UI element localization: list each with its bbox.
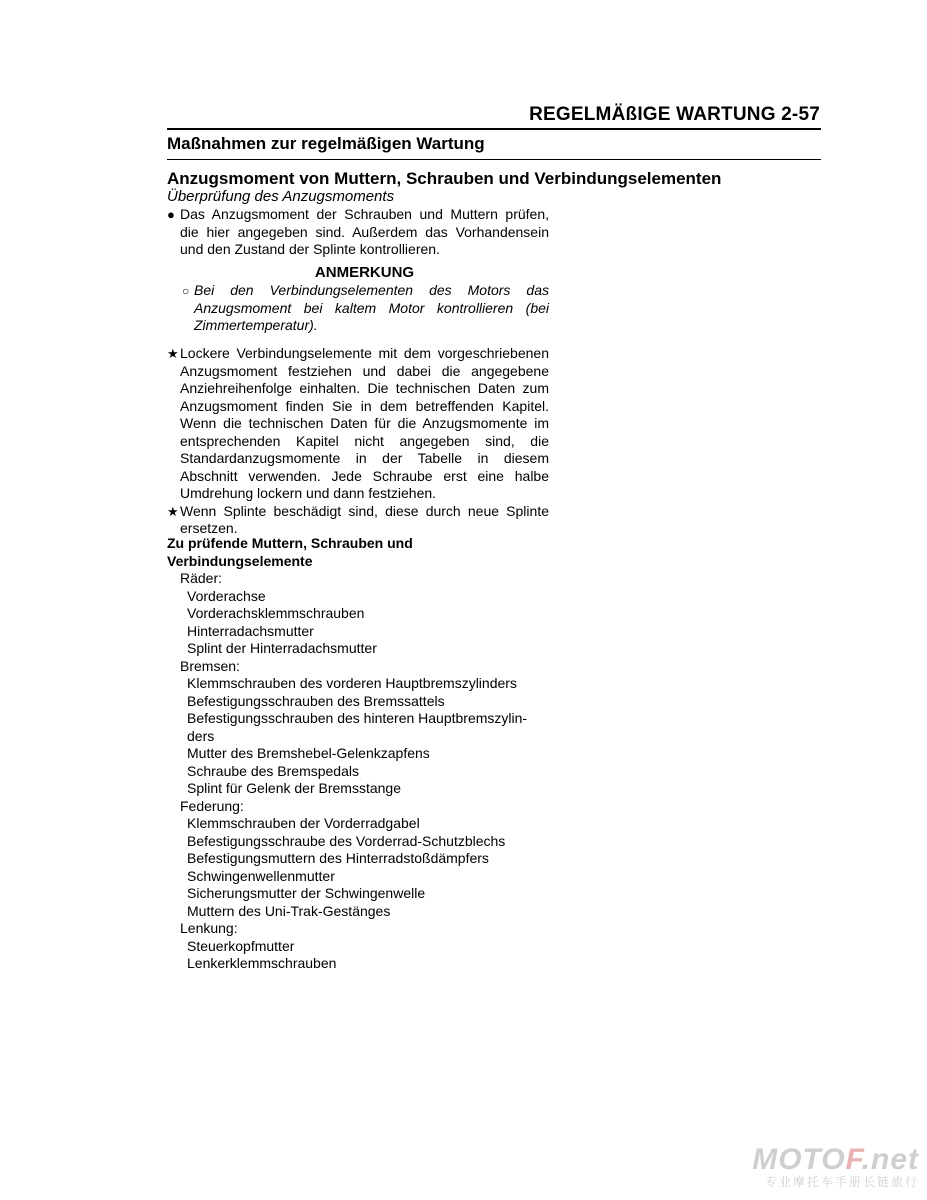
list-item: Sicherungsmutter der Schwingenwelle — [187, 885, 426, 901]
checklist-category: Räder: — [180, 570, 223, 586]
topic-subtitle: Überprüfung des Anzugsmoments — [167, 188, 395, 205]
section-rule — [167, 159, 821, 160]
intro-text: Das Anzugsmoment der Schrauben und Muttern prüfen, die hier angegeben sind. Außerdem das Vorhandensein und den Zustand der Splinte kontrollieren. — [180, 206, 549, 257]
list-item: Splint der Hinterradachsmutter — [187, 640, 377, 656]
step-text: Lockere Verbindungselemente mit dem vorgeschriebenen Anzugsmoment festziehen und dabei die angegebene Anziehreihenfolge einhalten. Die technischen Daten zum Anzugsmoment finden Sie in dem betreffenden Kapitel. Wenn die technischen Daten für die Anzugsmomente im entsprechenden Kapitel nicht angegeben sind, die Standardanzugsmomente in der Tabelle in diesem Abschnitt verwenden. Jede Schraube erst eine halbe Umdrehung lockern und dann festziehen. — [180, 345, 549, 501]
watermark-text: MOTO — [752, 1143, 846, 1176]
list-item: Klemmschrauben der Vorderradgabel — [187, 815, 420, 831]
list-item: Befestigungsschrauben des hinteren Hauptbremszylin- — [187, 710, 528, 726]
list-item: Befestigungsmuttern des Hinterradstoßdämpfers — [187, 850, 489, 866]
header-rule — [167, 128, 821, 130]
list-item: Befestigungsschraube des Vorderrad-Schutzblechs — [187, 832, 506, 849]
checklist-heading: Verbindungselemente — [167, 552, 313, 569]
note-text: Bei den Verbindungselementen des Motors das Anzugsmoment bei kaltem Motor kontrollieren (bei Zimmertemperatur). — [194, 282, 549, 333]
steps-list — [167, 345, 549, 538]
list-item: Hinterradachsmutter — [187, 622, 314, 639]
list-item: Splint für Gelenk der Bremsstange — [187, 780, 401, 796]
intro-paragraph — [167, 206, 549, 259]
section-title: Maßnahmen zur regelmäßigen Wartung — [167, 134, 485, 153]
checklist-category: Federung: — [180, 797, 244, 814]
circle-bullet-icon: ○ — [182, 284, 190, 298]
note-heading: ANMERKUNG — [314, 264, 415, 281]
watermark-tagline: 专业摩托车手册长链旅行 — [764, 1175, 919, 1189]
list-item: Lenkerklemmschrauben — [187, 955, 337, 971]
watermark-suffix: .net — [861, 1143, 919, 1176]
watermark-logo — [752, 1143, 919, 1190]
list-item: Mutter des Bremshebel-Gelenkzapfens — [187, 745, 430, 761]
list-item: Vorderachse — [187, 587, 266, 604]
step-item — [167, 503, 549, 538]
checklist — [167, 535, 527, 973]
checklist-heading: Zu prüfende Muttern, Schrauben und — [167, 535, 413, 551]
list-item: Schraube des Bremspedals — [187, 762, 359, 779]
checklist-category: Bremsen: — [180, 657, 240, 674]
list-item: Klemmschrauben des vorderen Hauptbremszylinders — [187, 675, 517, 691]
bullet-icon: ● — [167, 207, 175, 222]
list-item: Schwingenwellenmutter — [187, 867, 335, 884]
page-title: REGELMÄßIGE WARTUNG 2-57 — [529, 104, 820, 125]
star-icon: ★ — [167, 346, 179, 361]
topic-title: Anzugsmoment von Muttern, Schrauben und Verbindungselementen — [167, 169, 722, 188]
step-text: Wenn Splinte beschädigt sind, diese durch neue Splinte ersetzen. — [180, 502, 549, 536]
watermark-accent: F — [845, 1143, 862, 1176]
checklist-category: Lenkung: — [180, 920, 238, 936]
list-item: ders — [187, 727, 215, 744]
note-box — [182, 282, 549, 335]
list-item: Muttern des Uni-Trak-Gestänges — [187, 902, 391, 919]
step-item — [167, 345, 549, 503]
list-item: Vorderachsklemmschrauben — [187, 605, 365, 621]
list-item: Befestigungsschrauben des Bremssattels — [187, 692, 445, 709]
star-icon: ★ — [167, 503, 179, 519]
list-item: Steuerkopfmutter — [187, 937, 295, 954]
